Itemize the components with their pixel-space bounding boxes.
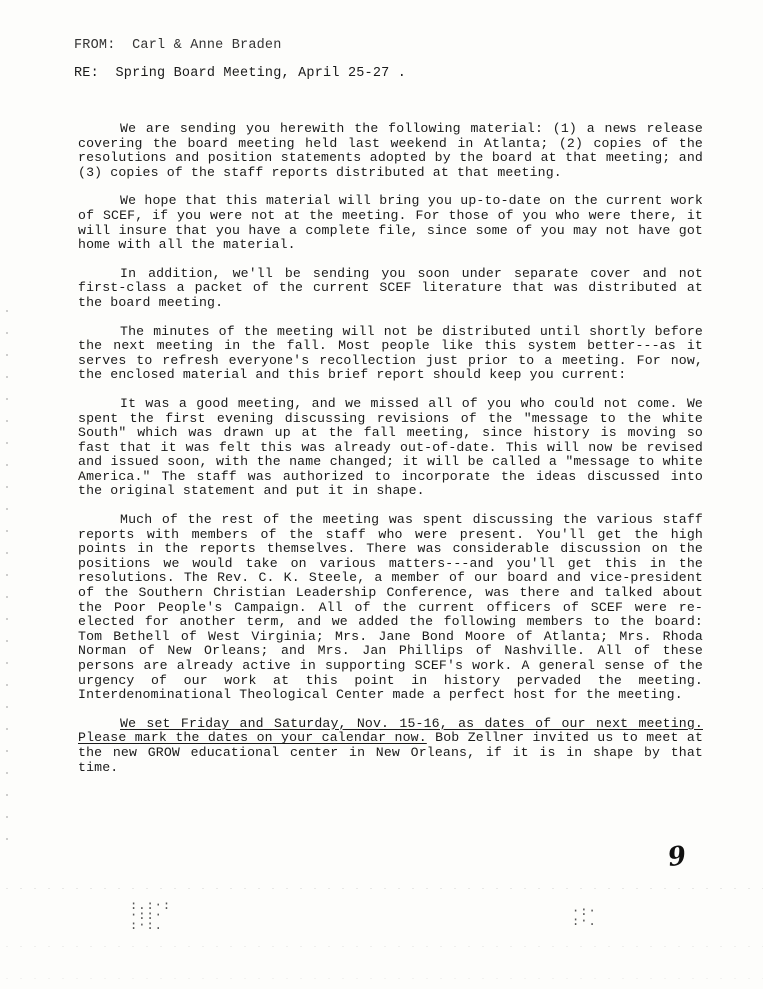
scan-speckle-row — [0, 946, 763, 947]
next-meeting-location: Bob Zellner invited us to meet at the new GROW educational center in New Orleans, if it is in shape by that time. — [78, 730, 704, 775]
paragraph-next-meeting — [78, 717, 703, 775]
paragraph-minutes: The minutes of the meeting will not be distributed until shortly before the next meeting in the fall. Most people like this system better---as it serves to refresh everyone's recollection just prior to a meeting. For now, the enclosed material and this brief report should keep you current: — [78, 323, 703, 383]
scan-blot: ·:· :·. — [572, 904, 597, 928]
next-meeting-dates: We set Friday and Saturday, Nov. 15-16, as dates of our next meeting. Please mark the dates on your calendar now. — [78, 715, 703, 746]
letter-body — [78, 122, 703, 789]
scan-speckle-row — [0, 888, 763, 889]
paragraph-literature-packet: In addition, we'll be sending you soon under separate cover and not first-class a packet of the current SCEF literature that was distributed at the board meeting. — [78, 265, 703, 310]
paragraph-up-to-date: We hope that this material will bring you up-to-date on the current work of SCEF, if you were not at the meeting. For those of you who were there, it will insure that you have a complete file, since some of you may not have got home with all the material. — [78, 193, 703, 253]
scan-blot: :.:·: ·::· :·:. — [130, 898, 172, 932]
subject-line: RE: Spring Board Meeting, April 25-27 . — [74, 66, 407, 81]
handwritten-page-mark: 9 — [666, 840, 689, 874]
scan-edge-noise — [4, 300, 12, 860]
paragraph-good-meeting: It was a good meeting, and we missed all of you who could not come. We spent the first evening discussing revisions of the "message to the white South" which was drawn up at the fall meeting, since history is moving so fast that it was felt this was already out-of-date. This will now be revised and issued soon, with the name changed; it will be called a "message to white America." The staff was authorized to incorporate the ideas discussed into the original statement and put it in shape. — [78, 395, 703, 499]
paragraph-material-list: We are sending you herewith the following material: (1) a news release covering the board meeting held last weekend in Atlanta; (2) copies of the resolutions and position statements adopted by the board at that meeting; and (3) copies of the staff reports distributed at that meeting. — [78, 121, 703, 180]
from-line: FROM: Carl & Anne Braden — [74, 38, 282, 53]
paragraph-staff-reports: Much of the rest of the meeting was spent discussing the various staff reports with members of the staff who were present. You'll get the high points in the reports themselves. There was considerable discussion on the positions we would take on various matters---and you'll get this in the resolutions. The Rev. C. K. Steele, a member of our board and vice-president of the Southern Christian Leadership Conference, was there and talked about the Poor People's Campaign. All of the current officers of SCEF were re-elected for another term, and we added the following members to the board: Tom Bethell of West Virginia; Mrs. Jane Bond Moore of Atlanta; Mrs. Rhoda Norman of New Orleans; and Mrs. Jan Phillips of Nashville. All of these persons are already active in supporting SCEF's work. A general sense of the urgency of our work at this point in history pervaded the meeting. Interdenominational Theological Center made a perfect host for the meeting. — [78, 512, 703, 703]
scan-speckle-row — [0, 978, 763, 979]
